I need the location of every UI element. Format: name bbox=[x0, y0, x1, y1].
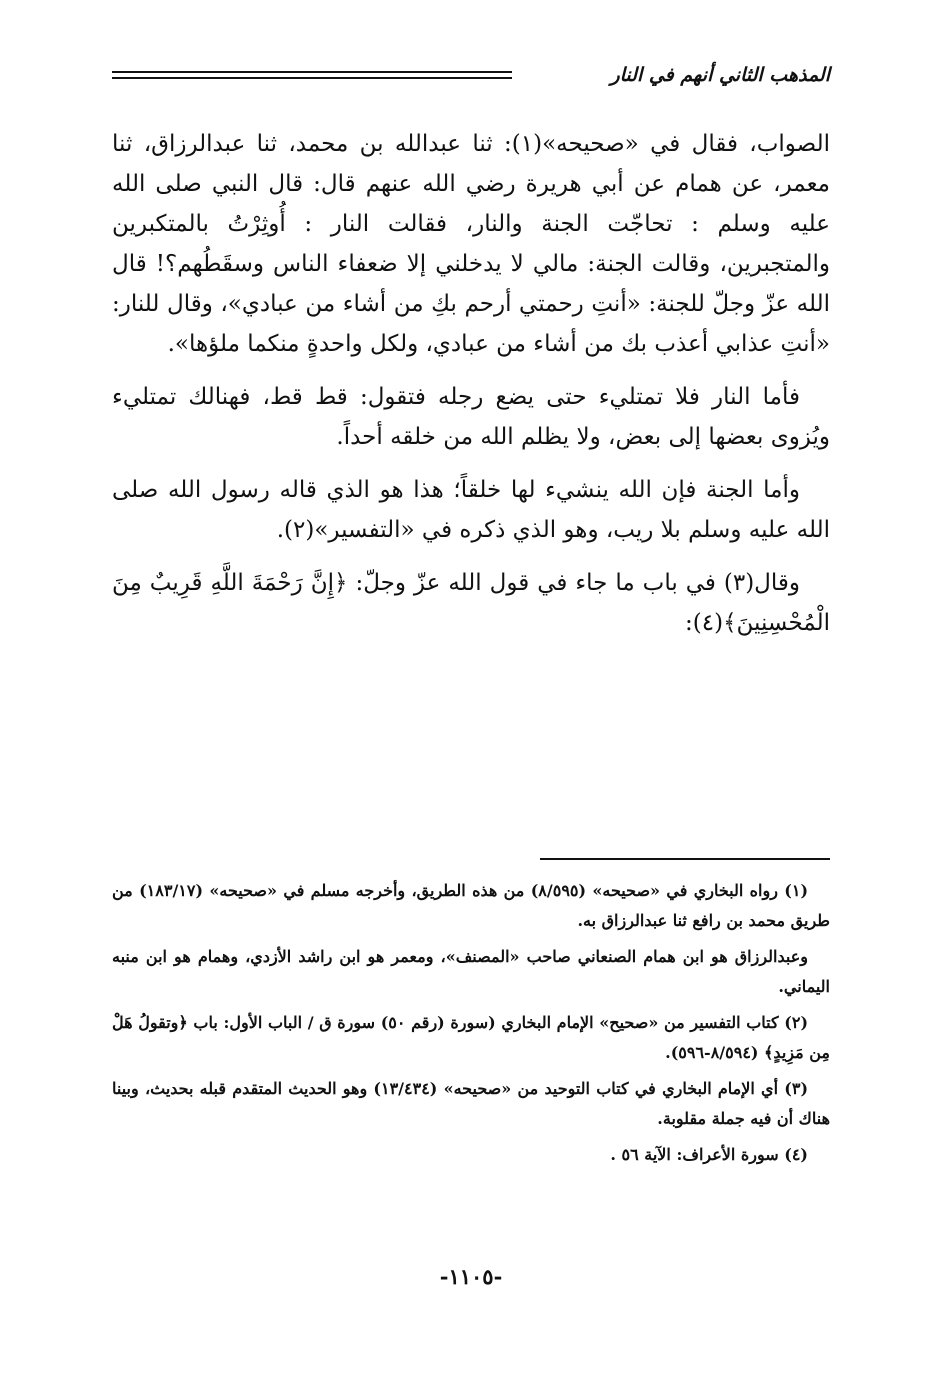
footnotes bbox=[112, 876, 830, 1176]
body-paragraph: الصواب، فقال في «صحيحه»(١): ثنا عبدالله بن محمد، ثنا عبدالرزاق، ثنا معمر، عن همام عن أبي هريرة رضي الله عنهم قال: قال النبي صلى الله عليه وسلم : تحاجّت الجنة والنار، فقالت النار : أُوثِرْتُ بالمتكبرين والمتجبرين، وقالت الجنة: مالي لا يدخلني إلا ضعفاء الناس وسقَطُهم؟! قال الله عزّ وجلّ للجنة: «أنتِ رحمتي أرحم بكِ من أشاء من عبادي»، وقال للنار: «أنتِ عذابي أعذب بك من أشاء من عبادي، ولكل واحدةٍ منكما ملؤها». bbox=[112, 131, 830, 357]
main-text bbox=[112, 124, 830, 656]
footnote: (٣) أي الإمام البخاري في كتاب التوحيد من «صحيحه» (١٣/٤٣٤) وهو الحديث المتقدم قبله بحديث، وبينا هناك أن فيه جملة مقلوبة. bbox=[112, 1079, 830, 1128]
footnote-separator bbox=[540, 858, 830, 860]
page-number: -١١٠٥- bbox=[439, 1264, 503, 1289]
body-paragraph: وأما الجنة فإن الله ينشيء لها خلقاً؛ هذا هو الذي قاله رسول الله صلى الله عليه وسلم بلا ريب، وهو الذي ذكره في «التفسير»(٢). bbox=[112, 477, 830, 543]
header-title: المذهب الثاني أنهم في النار bbox=[610, 64, 830, 86]
footnote: (١) رواه البخاري في «صحيحه» (٨/٥٩٥) من هذه الطريق، وأخرجه مسلم في «صحيحه» (١٨٣/١٧) من طريق محمد بن رافع ثنا عبدالرزاق به. bbox=[112, 881, 830, 930]
footnote: (٢) كتاب التفسير من «صحيح» الإمام البخاري (سورة (رقم ٥٠) سورة ق / الباب الأول: باب ﴿وتقولُ هَلْ مِن مَزِيدٍ﴾ (٨/٥٩٤-٥٩٦). bbox=[112, 1013, 830, 1062]
running-header bbox=[112, 60, 830, 94]
body-paragraph: فأما النار فلا تمتليء حتى يضع رجله فتقول: قط قط، فهنالك تمتليء ويُزوى بعضها إلى بعض، ولا يظلم الله من خلقه أحداً. bbox=[112, 384, 830, 450]
footnote: وعبدالرزاق هو ابن همام الصنعاني صاحب «المصنف»، ومعمر هو ابن راشد الأزدي، وهمام هو ابن منبه اليماني. bbox=[112, 947, 830, 996]
body-paragraph: وقال(٣) في باب ما جاء في قول الله عزّ وجلّ: ﴿إِنَّ رَحْمَةَ اللَّهِ قَرِيبٌ مِنَ الْمُحْسِنِينَ﴾(٤): bbox=[112, 570, 830, 636]
header-rule-top bbox=[112, 71, 512, 73]
footnote: (٤) سورة الأعراف: الآية ٥٦ . bbox=[610, 1145, 808, 1164]
header-rule-bottom bbox=[112, 77, 512, 79]
